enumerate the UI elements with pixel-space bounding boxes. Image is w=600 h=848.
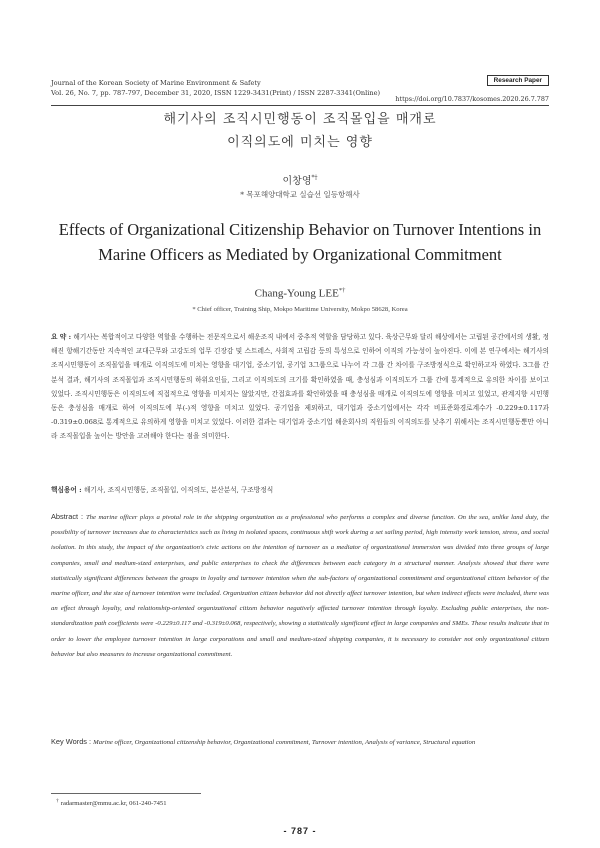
korean-author-name: 이창영 — [282, 176, 312, 187]
footnote-divider — [51, 793, 201, 794]
english-abstract-label: Abstract : — [51, 512, 86, 521]
page-number: - 787 - — [283, 826, 317, 836]
english-keywords-label: Key Words : — [51, 737, 94, 746]
korean-abstract-label: 요 약 : — [51, 333, 74, 341]
korean-keywords-text: 해기사, 조직시민행동, 조직몰입, 이직의도, 분산분석, 구조방정식 — [83, 486, 274, 494]
english-title-line2: Marine Officers as Mediated by Organizational Commitment — [98, 245, 502, 264]
footnote-symbol: † — [56, 798, 59, 804]
research-paper-badge: Research Paper — [487, 75, 549, 86]
english-abstract — [51, 509, 549, 662]
korean-author — [0, 172, 600, 187]
korean-abstract — [51, 330, 549, 444]
korean-title-line1: 해기사의 조직시민행동이 조직몰입을 매개로 — [163, 112, 437, 127]
korean-keywords-label: 핵심용어 : — [51, 486, 84, 494]
english-author — [0, 287, 600, 300]
korean-affiliation: * 목포해양대학교 실습선 일등항해사 — [240, 190, 360, 199]
korean-title-line2: 이직의도에 미치는 영향 — [227, 135, 373, 150]
english-affiliation: * Chief officer, Training Ship, Mokpo Maritime University, Mokpo 58628, Korea — [192, 306, 408, 313]
korean-title — [0, 108, 600, 154]
volume-line: Vol. 26, No. 7, pp. 787-797, December 31, 2020, ISSN 1229-3431(Print) / ISSN 2287-3341(Online) — [51, 88, 381, 97]
journal-header — [51, 79, 380, 98]
english-abstract-text: The marine officer plays a pivotal role in the shipping organization as a professional who performs a complex and diverse function. On the sea, unlike land duty, the possibility of turnover increases due to characteristics such as living in isolated spaces, continuous shift work during a set sailing period, high intensity work tension, stress, and social isolation. In this study, the impact of the organization's civic actions on the intention of turnover as a mediator of organizational immersion was divided into three groups of large companies, small and medium-sized enterprises, and public enterprises to check the differences between each category in a structural manner. Analysis showed that there were statistically significant differences between the groups in loyalty and turnover intention when the sub-factors of organizational commitment and organizational citizen behavior of the marine officer, and the size of turnover intention were included. Organization citizen behavior did not directly affect turnover intention, but when indirect effects were included, there was an effect through loyalty, and relationship-oriented organizational citizen behavior negatively affected turnover intention through loyalty. Excluding public enterprises, the non-standardization path coefficients were -0.229±0.117 and -0.319±0.068, respectively, showing a statistically significant effect in large companies and SMEs. These results indicate that in order to lower the employee turnover intention in large corporations and small and medium-sized shipping companies, it is necessary to consider not only organizational citizen behavior but also measures to increase organizational commitment. — [51, 514, 549, 658]
english-keywords — [51, 737, 549, 746]
doi-link[interactable]: https://doi.org/10.7837/kosomes.2020.26.7.787 — [395, 95, 549, 103]
footnote — [56, 798, 167, 807]
english-author-name: Chang-Young LEE — [254, 287, 339, 300]
korean-abstract-text: 해기사는 복합적이고 다양한 역할을 수행하는 전문직으로서 해운조직 내에서 중추적 역할을 담당하고 있다. 육상근무와 달리 해상에서는 고립된 공간에서의 생활, 정해진 항해기간동안 지속적인 교대근무와 고강도의 업무 긴장감 및 스트레스, 사회적 고립감 등의 특성으로 인하여 이직의 가능성이 높아진다. 이에 본 연구에서는 해기사의 조직시민행동이 조직몰입을 매개로 이직의도에 미치는 영향을 대기업, 중소기업, 공기업 3그룹으로 나누어 각 그룹 간 차이를 구조방정식으로 확인하고자 하였다. 3그룹 간 분석 결과, 해기사의 조직몰입과 조직시민행동의 하위요인들, 그리고 이직의도의 크기를 확인하였을 때, 충성심과 이직의도가 그룹 간에 통계적으로 유의한 차이를 보이고 있었다. 조직시민행동은 이직의도에 직접적으로 영향을 미치지는 않았지만, 간접효과를 확인하였을 때 충성심을 매개로 이직의도에 영향을 미치고 있었고, 관계지향 시민행동은 충성심을 매개로 하여 이직의도에 부(-)적 영향을 미치고 있었다. 공기업을 제외하고, 대기업과 중소기업에서는 각각 비표준화경로계수가 -0.229±0.117과 -0.319±0.068로 통계적으로 유의하게 영향을 미치고 있었다. 이러한 결과는 대기업과 중소기업 해운회사의 직원들의 이직의도를 낮추기 위해서는 조직시민행동뿐만 아니라 조직몰입을 높이는 방안을 고려해야 한다는 점을 의미한다. — [51, 333, 550, 441]
header-divider — [51, 105, 549, 106]
english-keywords-text: Marine officer, Organizational citizenship behavior, Organizational commitment, Turnover intention, Analysis of variance, Structural equation — [93, 739, 476, 746]
korean-keywords — [51, 484, 549, 494]
korean-author-mark: *† — [311, 174, 318, 182]
footnote-text: radarmaster@mmu.ac.kr, 061-240-7451 — [60, 800, 167, 808]
english-author-mark: *† — [338, 287, 346, 294]
journal-name: Journal of the Korean Society of Marine Environment & Safety — [51, 79, 261, 87]
english-title-line1: Effects of Organizational Citizenship Behavior on Turnover Intentions in — [58, 220, 542, 239]
english-title — [40, 217, 560, 267]
